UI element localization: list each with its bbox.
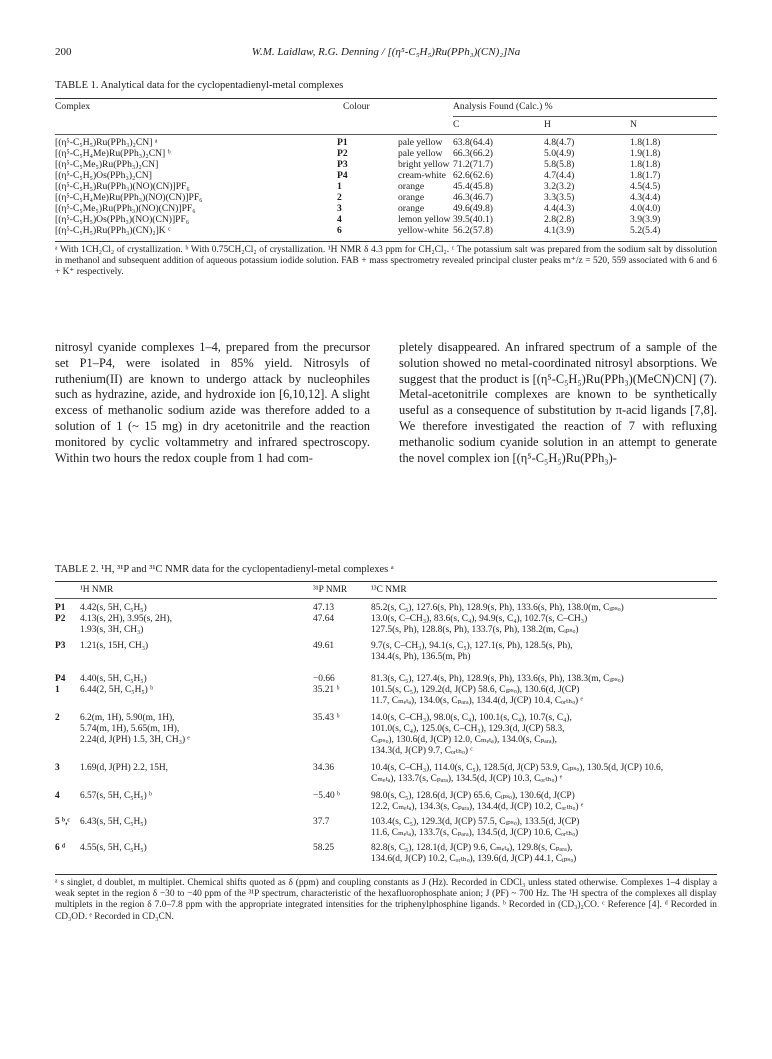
table2-footnote: ᵃ s singlet, d doublet, m multiplet. Chemical shifts quoted as δ (ppm) and coupling constants as J (Hz). Recorded in CDCl₃ unless stated otherwise. Complexes 1–4 display a weak septet in the region δ −30 to −40 ppm of the ³¹P spectrum, characteristic of the hexafluorophosphate anion; J (PF) ~ 700 Hz. The ¹H spectra of the complexes all display multiplets in the region δ 7.0–7.8 ppm with the appropriate integrated intensities for the triphenylphosphine ligands. ᵇ Recorded in (CD₃)₂CO. ᶜ Reference [4]. ᵈ Recorded in CD₃OD. ᵉ Recorded in CD₃CN. — [55, 878, 717, 922]
analysis-n: 3.9(3.9) — [630, 214, 661, 225]
h-nmr-cell — [80, 674, 305, 685]
analysis-c: 46.3(46.7) — [453, 192, 493, 203]
complex-id: 2 — [337, 192, 342, 203]
complex-id: P1 — [337, 137, 348, 148]
complex-id: 4 — [337, 214, 342, 225]
table1-analysis-rule — [453, 116, 717, 117]
analysis-h: 4.1(3.9) — [544, 225, 575, 236]
complex-colour: orange — [398, 203, 425, 214]
analysis-n: 1.9(1.8) — [630, 148, 661, 159]
complex-id: P4 — [55, 674, 66, 684]
h-nmr-cell — [80, 843, 305, 854]
c-nmr-line: 10.4(s, C–CH₃), 114.0(s, C₅), 128.5(d, J(CP) 53.9, Cᵢₚₛₒ), 130.5(d, J(CP) 10.6, — [371, 763, 664, 773]
c-nmr-line: 11.7, Cₘₑₜₐ), 134.0(s, Cₚₐᵣₐ), 134.4(d, J(CP) 10.4, Cₒᵣₜₕₒ) ᵉ — [371, 695, 583, 706]
c-nmr-line: Cₘₑₜₐ), 133.7(s, Cₚₐᵣₐ), 134.5(d, J(CP) 10.3, Cₒᵣₜₕₒ) ᵉ — [371, 773, 563, 784]
complex-id: 6 ᵈ — [55, 843, 66, 853]
c-nmr-cell — [371, 843, 717, 865]
c-nmr-line: 101.5(s, C₅), 129.2(d, J(CP) 58.6, Cᵢₚₛₒ), 130.6(d, J(CP) — [371, 685, 580, 695]
complex-formula: [(η⁵-C₅H₅)Os(PPh₃)₂CN] — [55, 170, 152, 181]
c-nmr-cell — [371, 685, 717, 707]
analysis-n: 1.8(1.8) — [630, 137, 661, 148]
c-nmr-line: 13.0(s, C–CH₃), 83.6(s, C₄), 94.9(s, C₄), 102.7(s, C–CH₃) — [371, 614, 588, 624]
c-nmr-line: 98.0(s, C₅), 128.6(d, J(CP) 65.6, Cᵢₚₛₒ), 130.6(d, J(CP) — [371, 791, 575, 801]
running-head: W.M. Laidlaw, R.G. Denning / [(η⁵-C₅H₅)Ru(PPh₃)(CN)₂]Na — [251, 46, 521, 58]
c-nmr-line: 103.4(s, C₅), 129.3(d, J(CP) 57.5, Cᵢₚₛₒ), 133.5(d, J(CP) — [371, 817, 580, 827]
h-nmr-line: 6.43(s, 5H, C₅H₅) — [80, 817, 147, 827]
analysis-h: 4.4(4.3) — [544, 203, 575, 214]
body-column-left: nitrosyl cyanide complexes 1–4, prepared from the precursor set P1–P4, were isolated in 85% yield. Nitrosyls of ruthenium(II) are known to undergo attack by nucleophiles such as hydrazine, azide, and hydroxide ion [6,10,12]. A slight excess of methanolic sodium azide was therefore added to a solution of 1 (~ 15 mg) in dry acetonitrile and the reaction monitored by cyclic voltammetry and infrared spectroscopy. Within two hours the redox couple from 1 had com- — [55, 340, 370, 465]
analysis-c: 45.4(45.8) — [453, 181, 493, 192]
complex-formula: [(η⁵-C₅H₅)Ru(PPh₃)(CN)₂]K ᶜ — [55, 225, 171, 236]
analysis-c: 66.3(66.2) — [453, 148, 493, 159]
analysis-c: 56.2(57.8) — [453, 225, 493, 236]
c-nmr-cell — [371, 817, 717, 839]
analysis-c: 63.8(64.4) — [453, 137, 493, 148]
c-nmr-line: 9.7(s, C–CH₃), 94.1(s, C₅), 127.1(s, Ph), 128.5(s, Ph), — [371, 641, 573, 651]
analysis-c: 71.2(71.7) — [453, 159, 493, 170]
complex-colour: orange — [398, 192, 425, 203]
complex-formula: [(η⁵-C₅Me₅)Ru(PPh₃)₂CN] — [55, 159, 159, 170]
complex-id: 6 — [337, 225, 342, 236]
complex-id: 4 — [55, 791, 60, 801]
c-nmr-line: Cᵢₚₛₒ), 130.6(d, J(CP) 12.0, Cₘₑₜₐ), 134.0(s, Cₚₐᵣₐ), — [371, 734, 557, 745]
analysis-n: 5.2(5.4) — [630, 225, 661, 236]
c-nmr-line: 82.8(s, C₅), 128.1(d, J(CP) 9.6, Cₘₑₜₐ), 129.8(s, Cₚₐᵣₐ), — [371, 843, 573, 853]
table-row — [55, 226, 717, 237]
complex-id: P2 — [337, 148, 348, 159]
complex-formula: [(η⁵-C₅H₅)Os(PPh₃)(NO)(CN)]PF₆ — [55, 214, 190, 225]
table2-header-p: ³¹P NMR — [313, 585, 348, 595]
analysis-h: 3.2(3.2) — [544, 181, 575, 192]
c-nmr-line: 85.2(s, C₅), 127.6(s, Ph), 128.9(s, Ph), 133.6(s, Ph), 138.0(m, Cᵢₚₛₒ) — [371, 603, 624, 613]
p-nmr-cell: 35.21 ᵇ — [313, 685, 340, 695]
h-nmr-line: 1.21(s, 15H, CH₃) — [80, 641, 149, 651]
p-nmr-cell: 34.36 — [313, 763, 335, 773]
table2-header-c: ¹³C NMR — [371, 585, 407, 595]
table1-header-colour: Colour — [343, 101, 370, 112]
p-nmr-cell: −0.66 — [313, 674, 335, 684]
complex-id: P3 — [55, 641, 66, 651]
complex-colour: lemon yellow — [398, 214, 451, 225]
complex-formula: [(η⁵-C₅H₅)Ru(PPh₃)(NO)(CN)]PF₆ — [55, 181, 190, 192]
p-nmr-cell: −5.40 ᵇ — [313, 791, 340, 801]
complex-id: 3 — [55, 763, 60, 773]
table1-header-rule — [55, 134, 717, 135]
c-nmr-cell — [371, 603, 717, 614]
c-nmr-cell — [371, 791, 717, 813]
page-number: 200 — [55, 46, 72, 58]
c-nmr-line: 134.4(s, Ph), 136.5(m, Ph) — [371, 651, 471, 662]
h-nmr-line: 6.2(m, 1H), 5.90(m, 1H), — [80, 713, 175, 723]
c-nmr-line: 101.0(s, C₄), 125.0(s, C–CH₃), 129.3(d, J(CP) 58.3, — [371, 723, 565, 734]
table2-caption: TABLE 2. ¹H, ³¹P and ³¹C NMR data for the cyclopentadienyl-metal complexes ᵃ — [55, 564, 394, 575]
analysis-h: 2.8(2.8) — [544, 214, 575, 225]
analysis-c: 39.5(40.1) — [453, 214, 493, 225]
p-nmr-cell: 47.64 — [313, 614, 335, 624]
h-nmr-cell — [80, 614, 305, 636]
table1-caption: TABLE 1. Analytical data for the cyclopentadienyl-metal complexes — [55, 80, 344, 91]
c-nmr-cell — [371, 641, 717, 663]
c-nmr-cell — [371, 763, 717, 785]
p-nmr-cell: 58.25 — [313, 843, 335, 853]
complex-colour: cream-white — [398, 170, 446, 181]
h-nmr-line: 4.55(s, 5H, C₅H₅) — [80, 843, 147, 853]
table-row — [55, 160, 717, 171]
table1-header-complex: Complex — [55, 101, 91, 112]
analysis-c: 49.6(49.8) — [453, 203, 493, 214]
complex-id: 1 — [337, 181, 342, 192]
h-nmr-cell — [80, 641, 305, 652]
table1-header-c: C — [453, 119, 460, 130]
complex-id: P4 — [337, 170, 348, 181]
c-nmr-cell — [371, 674, 717, 685]
table2-header-rule — [55, 598, 717, 599]
c-nmr-line: 134.6(d, J(CP) 10.2, Cₒᵣₜₕₒ), 139.6(d, J(CP) 44.1, Cᵢₚₛₒ) — [371, 853, 577, 864]
table1-bottom-rule — [55, 241, 717, 242]
complex-formula: [(η⁵-C₅Me₅)Ru(PPh₃)(NO)(CN)]PF₆ — [55, 203, 196, 214]
complex-id: 3 — [337, 203, 342, 214]
complex-colour: pale yellow — [398, 137, 443, 148]
p-nmr-cell: 49.61 — [313, 641, 335, 651]
c-nmr-cell — [371, 713, 717, 757]
analysis-n: 1.8(1.7) — [630, 170, 661, 181]
c-nmr-line: 134.3(d, J(CP) 9.7, Cₒᵣₜₕₒ) ᶜ — [371, 745, 473, 756]
complex-id: P2 — [55, 614, 66, 624]
table1-header-n: N — [630, 119, 637, 130]
table1-header-analysis: Analysis Found (Calc.) % — [453, 101, 553, 112]
complex-formula: [(η⁵-C₅H₅)Ru(PPh₃)₂CN] ᵃ — [55, 137, 158, 148]
h-nmr-line: 4.42(s, 5H, C₅H₅) — [80, 603, 147, 613]
analysis-h: 4.7(4.4) — [544, 170, 575, 181]
h-nmr-line: 6.57(s, 5H, C₅H₅) ᵇ — [80, 791, 152, 801]
complex-colour: yellow-white — [398, 225, 449, 236]
complex-id: 5 ᵇ,ᶜ — [55, 817, 70, 827]
c-nmr-line: 81.3(s, C₅), 127.4(s, Ph), 128.9(s, Ph), 133.6(s, Ph), 138.3(m, Cᵢₚₛₒ) — [371, 674, 624, 684]
table1-footnote: ᵃ With 1CH₂Cl₂ of crystallization. ᵇ With 0.75CH₂Cl₂ of crystallization. ¹H NMR δ 4.3 ppm for CH₂Cl₂. ᶜ The potassium salt was prepared from the sodium salt by dissolution in methanol and subsequent addition of aqueous potassium iodide solution. FAB + mass spectrometry revealed principal cluster peaks m⁺/z = 520, 559 associated with 6 and 6 + K⁺ respectively. — [55, 245, 717, 278]
h-nmr-cell — [80, 791, 305, 802]
complex-colour: orange — [398, 181, 425, 192]
p-nmr-cell: 35.43 ᵇ — [313, 713, 340, 723]
analysis-n: 4.5(4.5) — [630, 181, 661, 192]
h-nmr-line: 6.44(2, 5H, C₅H₅) ᵇ — [80, 685, 153, 695]
h-nmr-cell — [80, 763, 305, 774]
h-nmr-cell — [80, 603, 305, 614]
analysis-n: 4.0(4.0) — [630, 203, 661, 214]
analysis-n: 4.3(4.4) — [630, 192, 661, 203]
complex-id: P3 — [337, 159, 348, 170]
c-nmr-line: 127.5(s, Ph), 128.8(s, Ph), 133.7(s, Ph), 138.2(m, Cᵢₚₛₒ) — [371, 624, 579, 635]
complex-id: 2 — [55, 713, 60, 723]
h-nmr-line: 4.40(s, 5H, C₅H₅) — [80, 674, 147, 684]
complex-id: P1 — [55, 603, 66, 613]
h-nmr-line: 1.93(s, 3H, CH₃) — [80, 624, 144, 635]
table1-top-rule — [55, 98, 717, 99]
c-nmr-line: 12.2, Cₘₑₜₐ), 134.3(s, Cₚₐᵣₐ), 134.4(d, J(CP) 10.2, Cₒᵣₜₕₒ) ᵉ — [371, 801, 584, 812]
analysis-c: 62.6(62.6) — [453, 170, 493, 181]
h-nmr-cell — [80, 713, 305, 746]
complex-colour: pale yellow — [398, 148, 443, 159]
analysis-n: 1.8(1.8) — [630, 159, 661, 170]
analysis-h: 3.3(3.5) — [544, 192, 575, 203]
table1-header-h: H — [544, 119, 551, 130]
h-nmr-line: 2.24(d, J(PH) 1.5, 3H, CH₃) ᵉ — [80, 734, 190, 745]
complex-id: 1 — [55, 685, 60, 695]
table2-bottom-rule — [55, 874, 717, 875]
table2-top-rule — [55, 581, 717, 582]
h-nmr-line: 5.74(m, 1H), 5.65(m, 1H), — [80, 723, 180, 734]
complex-formula: [(η⁵-C₅H₄Me)Ru(PPh₃)(NO)(CN)]PF₆ — [55, 192, 203, 203]
c-nmr-cell — [371, 614, 717, 636]
p-nmr-cell: 47.13 — [313, 603, 335, 613]
c-nmr-line: 11.6, Cₘₑₜₐ), 133.7(s, Cₚₐᵣₐ), 134.5(d, J(CP) 10.6, Cₒᵣₜₕₒ) — [371, 827, 579, 838]
h-nmr-line: 4.13(s, 2H), 3.95(s, 2H), — [80, 614, 172, 624]
analysis-h: 5.8(5.8) — [544, 159, 575, 170]
p-nmr-cell: 37.7 — [313, 817, 330, 827]
c-nmr-line: 14.0(s, C–CH₃), 98.0(s, C₄), 100.1(s, C₄), 10.7(s, C₄), — [371, 713, 572, 723]
table2-header-h: ¹H NMR — [80, 585, 114, 595]
analysis-h: 5.0(4.9) — [544, 148, 575, 159]
h-nmr-cell — [80, 817, 305, 828]
analysis-h: 4.8(4.7) — [544, 137, 575, 148]
body-column-right: pletely disappeared. An infrared spectrum of a sample of the solution showed no metal-coordinated nitrosyl absorptions. We suggest that the product is [(η⁵-C₅H₅)Ru(PPh₃)(MeCN)CN] (7). Metal-acetonitrile complexes are known to be synthetically useful as a consequence of substitution by π-acid ligands [7,8]. We therefore investigated the reaction of 7 with refluxing methanolic sodium cyanide solution in an attempt to generate the novel complex ion [(η⁵-C₅H₅)Ru(PPh₃)- — [399, 340, 717, 465]
complex-formula: [(η⁵-C₅H₄Me)Ru(PPh₃)₂CN] ᵇ — [55, 148, 171, 159]
complex-colour: bright yellow — [398, 159, 450, 170]
h-nmr-line: 1.69(d, J(PH) 2.2, 15H, — [80, 763, 169, 773]
h-nmr-cell — [80, 685, 305, 696]
